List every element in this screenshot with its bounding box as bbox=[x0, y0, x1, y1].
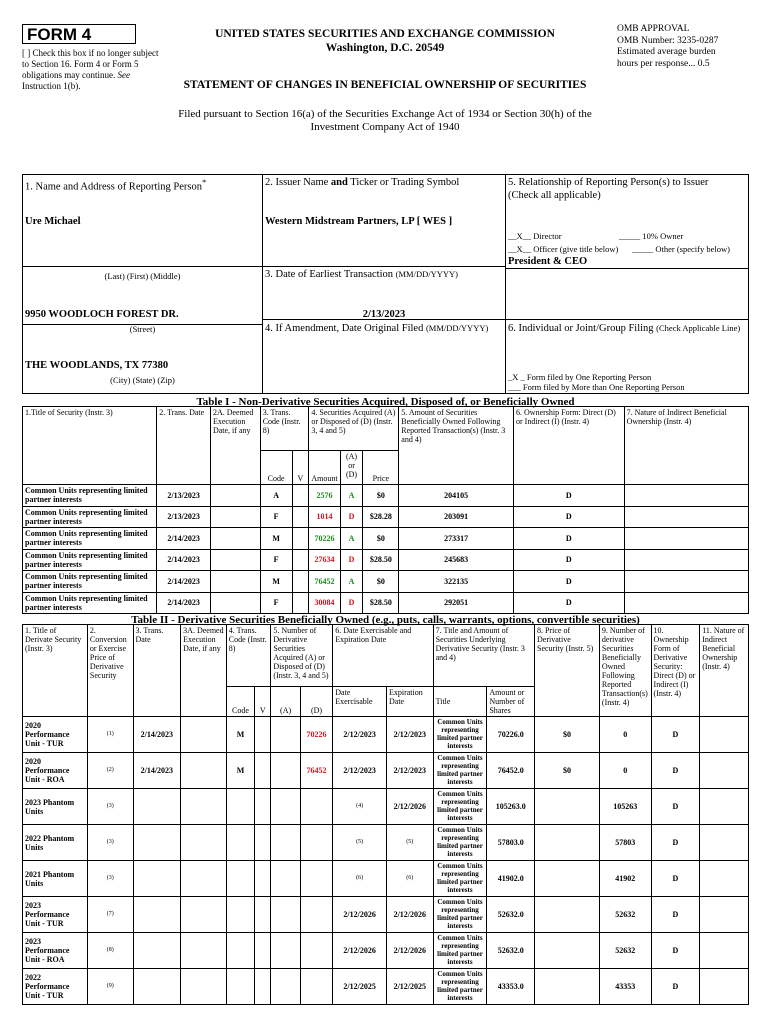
expiration-date: (5) bbox=[386, 825, 433, 861]
statement-title: STATEMENT OF CHANGES IN BENEFICIAL OWNERSHIP OF SECURITIES bbox=[183, 79, 587, 91]
date-exercisable: (6) bbox=[333, 861, 387, 897]
derivative-price: $0 bbox=[535, 717, 600, 753]
security-title: Common Units representing limited partner interests bbox=[23, 571, 157, 593]
conversion-price: (3) bbox=[87, 789, 133, 825]
acquired-disposed: A bbox=[340, 485, 363, 507]
v-flag bbox=[292, 485, 309, 507]
underlying-title: Common Units representing limited partner interests bbox=[433, 717, 487, 753]
box1-city bbox=[22, 324, 263, 394]
nature-of-ownership bbox=[700, 789, 749, 825]
box4-amendment bbox=[262, 319, 506, 394]
one-person-filing: _X _ Form filed by One Reporting Person bbox=[508, 372, 652, 382]
t2-header-conversion: 2. Conversion or Exercise Price of Derivative Security bbox=[87, 625, 133, 717]
derivative-price bbox=[535, 969, 600, 1005]
price: $28.28 bbox=[363, 506, 399, 528]
agency-location: Washington, D.C. 20549 bbox=[325, 42, 445, 54]
date-exercisable: 2/12/2023 bbox=[333, 717, 387, 753]
t2-header-number: 5. Number of Derivative Securities Acquired (A) or Disposed of (D) (Instr. 3, 4 and 5) bbox=[271, 625, 333, 687]
disposed-d bbox=[300, 861, 332, 897]
v-flag bbox=[255, 933, 271, 969]
underlying-shares: 52632.0 bbox=[487, 897, 535, 933]
ownership-form: D bbox=[514, 506, 625, 528]
table-row bbox=[23, 825, 749, 861]
transaction-code: M bbox=[226, 717, 254, 753]
transaction-code: F bbox=[260, 506, 292, 528]
street-address: 9950 WOODLOCH FOREST DR. bbox=[25, 309, 179, 320]
derivative-price bbox=[535, 933, 600, 969]
v-flag bbox=[292, 549, 309, 571]
securities-amount: 27634 bbox=[309, 549, 340, 571]
checkbox-note-instruction: Instruction 1(b). bbox=[22, 81, 81, 91]
city-label: (City) (State) (Zip) bbox=[110, 375, 175, 385]
transaction-code: A bbox=[260, 485, 292, 507]
ownership-form: D bbox=[651, 861, 700, 897]
acquired-a bbox=[271, 825, 300, 861]
transaction-code: F bbox=[260, 592, 292, 614]
agency-heading bbox=[175, 27, 595, 55]
derivative-title: 2021 Phantom Units bbox=[23, 861, 88, 897]
acquired-disposed: D bbox=[340, 549, 363, 571]
conversion-price: (9) bbox=[87, 969, 133, 1005]
transaction-code bbox=[226, 789, 254, 825]
deemed-date bbox=[210, 571, 260, 593]
underlying-title: Common Units representing limited partner interests bbox=[433, 825, 487, 861]
nature-of-ownership bbox=[700, 717, 749, 753]
deemed-date bbox=[210, 528, 260, 550]
filed-line-2: Investment Company Act of 1940 bbox=[310, 121, 460, 133]
ownership-form: D bbox=[514, 485, 625, 507]
t1-header-title: 1.Title of Security (Instr. 3) bbox=[23, 407, 157, 485]
ownership-form: D bbox=[651, 897, 700, 933]
deemed-date bbox=[210, 485, 260, 507]
filed-pursuant-text bbox=[120, 108, 650, 134]
transaction-date: 2/14/2023 bbox=[133, 753, 181, 789]
amount-owned: 245683 bbox=[399, 549, 514, 571]
expiration-date: 2/12/2026 bbox=[386, 897, 433, 933]
securities-amount: 30084 bbox=[309, 592, 340, 614]
transaction-code: M bbox=[260, 528, 292, 550]
v-flag bbox=[292, 571, 309, 593]
t2-header-owned: 9. Number of derivative Securities Beneficially Owned Following Reported Transaction(s) (Instr. 4) bbox=[599, 625, 651, 717]
omb-number: OMB Number: 3235-0287 bbox=[617, 35, 719, 46]
expiration-date: 2/12/2025 bbox=[386, 969, 433, 1005]
ownership-form: D bbox=[651, 753, 700, 789]
v-flag bbox=[255, 789, 271, 825]
t2-header-code: 4. Trans. Code (Instr. 8) bbox=[226, 625, 271, 687]
t1-header-nature: 7. Nature of Indirect Beneficial Ownership (Instr. 4) bbox=[624, 407, 748, 485]
nature-of-ownership bbox=[624, 485, 748, 507]
ownership-form: D bbox=[651, 789, 700, 825]
securities-amount: 1014 bbox=[309, 506, 340, 528]
underlying-shares: 105263.0 bbox=[487, 789, 535, 825]
table-row bbox=[23, 753, 749, 789]
ownership-form: D bbox=[651, 933, 700, 969]
conversion-price: (7) bbox=[87, 897, 133, 933]
expiration-date: 2/12/2023 bbox=[386, 753, 433, 789]
table-row bbox=[23, 528, 749, 550]
derivative-title: 2023 Performance Unit - TUR bbox=[23, 897, 88, 933]
street-label: (Street) bbox=[129, 324, 156, 334]
underlying-shares: 70226.0 bbox=[487, 717, 535, 753]
box3-earliest-transaction bbox=[262, 266, 506, 320]
transaction-code bbox=[226, 933, 254, 969]
table-row bbox=[23, 897, 749, 933]
t1-header-securities: 4. Securities Acquired (A) or Disposed of (D) (Instr. 3, 4 and 5) bbox=[309, 407, 399, 451]
v-flag bbox=[292, 528, 309, 550]
t2-header-title: 1. Title of Derivate Security (Instr. 3) bbox=[23, 625, 88, 717]
amount-owned: 204105 bbox=[399, 485, 514, 507]
t2-header-price: 8. Price of Derivative Security (Instr. 5) bbox=[535, 625, 600, 717]
box1-reporting-person bbox=[22, 174, 263, 267]
ownership-form: D bbox=[514, 528, 625, 550]
checkbox-note-text: [ ] Check this box if no longer subject to Section 16. Form 4 or Form 5 obligations may continue. bbox=[22, 48, 159, 80]
derivative-price bbox=[535, 861, 600, 897]
nature-of-ownership bbox=[624, 549, 748, 571]
ownership-form: D bbox=[651, 825, 700, 861]
derivative-owned: 52632 bbox=[599, 897, 651, 933]
t1-subheader-aord: (A) or (D) bbox=[340, 451, 363, 485]
security-title: Common Units representing limited partner interests bbox=[23, 549, 157, 571]
derivative-price: $0 bbox=[535, 753, 600, 789]
name-parts-label: (Last) (First) (Middle) bbox=[104, 271, 181, 281]
derivative-owned: 0 bbox=[599, 717, 651, 753]
t2-subheader-expiration: Expiration Date bbox=[386, 687, 433, 717]
v-flag bbox=[255, 717, 271, 753]
city-state-zip: THE WOODLANDS, TX 77380 bbox=[25, 360, 169, 371]
conversion-price: (1) bbox=[87, 717, 133, 753]
transaction-date bbox=[133, 861, 181, 897]
transaction-date: 2/14/2023 bbox=[157, 592, 211, 614]
underlying-shares: 76452.0 bbox=[487, 753, 535, 789]
t2-header-nature: 11. Nature of Indirect Beneficial Ownership (Instr. 4) bbox=[700, 625, 749, 717]
security-title: Common Units representing limited partner interests bbox=[23, 485, 157, 507]
transaction-date: 2/14/2023 bbox=[157, 528, 211, 550]
price: $28.50 bbox=[363, 549, 399, 571]
date-exercisable: 2/12/2026 bbox=[333, 933, 387, 969]
transaction-code: M bbox=[226, 753, 254, 789]
table-row bbox=[23, 571, 749, 593]
omb-burden-line2: hours per response... 0.5 bbox=[617, 58, 710, 69]
deemed-date bbox=[181, 861, 227, 897]
t1-header-code: 3. Trans. Code (Instr. 8) bbox=[260, 407, 309, 451]
price: $0 bbox=[363, 571, 399, 593]
price: $28.50 bbox=[363, 592, 399, 614]
transaction-code bbox=[226, 861, 254, 897]
t1-subheader-v: V bbox=[292, 451, 309, 485]
acquired-a bbox=[271, 969, 300, 1005]
derivative-owned: 0 bbox=[599, 753, 651, 789]
deemed-date bbox=[181, 933, 227, 969]
transaction-date: 2/13/2023 bbox=[157, 485, 211, 507]
multi-person-filing: ___ Form filed by More than One Reporting Person bbox=[508, 382, 685, 392]
transaction-date bbox=[133, 825, 181, 861]
price: $0 bbox=[363, 485, 399, 507]
acquired-a bbox=[271, 753, 300, 789]
date-exercisable: (4) bbox=[333, 789, 387, 825]
ownership-form: D bbox=[514, 571, 625, 593]
table-row bbox=[23, 506, 749, 528]
transaction-code bbox=[226, 969, 254, 1005]
underlying-title: Common Units representing limited partner interests bbox=[433, 969, 487, 1005]
nature-of-ownership bbox=[700, 825, 749, 861]
nature-of-ownership bbox=[624, 592, 748, 614]
security-title: Common Units representing limited partner interests bbox=[23, 592, 157, 614]
t2-subheader-amount-shares: Amount or Number of Shares bbox=[487, 687, 535, 717]
date-exercisable: 2/12/2025 bbox=[333, 969, 387, 1005]
box5-relationship bbox=[505, 174, 749, 269]
derivative-owned: 52632 bbox=[599, 933, 651, 969]
omb-title: OMB APPROVAL bbox=[617, 24, 690, 34]
derivative-title: 2023 Performance Unit - ROA bbox=[23, 933, 88, 969]
underlying-title: Common Units representing limited partner interests bbox=[433, 897, 487, 933]
transaction-date: 2/14/2023 bbox=[157, 571, 211, 593]
t2-subheader-v: V bbox=[255, 687, 271, 717]
underlying-title: Common Units representing limited partner interests bbox=[433, 753, 487, 789]
t2-header-date: 3. Trans. Date bbox=[133, 625, 181, 717]
underlying-title: Common Units representing limited partner interests bbox=[433, 861, 487, 897]
box6-filing bbox=[505, 319, 749, 394]
acquired-a bbox=[271, 861, 300, 897]
derivative-title: 2023 Phantom Units bbox=[23, 789, 88, 825]
acquired-a bbox=[271, 789, 300, 825]
derivative-title: 2022 Phantom Units bbox=[23, 825, 88, 861]
deemed-date bbox=[181, 789, 227, 825]
omb-burden-line1: Estimated average burden bbox=[617, 47, 716, 57]
deemed-date bbox=[210, 592, 260, 614]
t2-subheader-date-exercisable: Date Exercisable bbox=[333, 687, 387, 717]
disposed-d: 76452 bbox=[300, 753, 332, 789]
t1-subheader-code: Code bbox=[260, 451, 292, 485]
derivative-price bbox=[535, 897, 600, 933]
transaction-date bbox=[133, 969, 181, 1005]
amount-owned: 322135 bbox=[399, 571, 514, 593]
amount-owned: 203091 bbox=[399, 506, 514, 528]
director-check: __X__ Director bbox=[508, 231, 562, 241]
issuer-name: Western Midstream Partners, LP [ WES ] bbox=[265, 216, 453, 227]
ten-percent-owner-check: _____ 10% Owner bbox=[619, 231, 684, 241]
table1-non-derivative bbox=[22, 406, 749, 614]
transaction-date bbox=[133, 897, 181, 933]
transaction-date: 2/13/2023 bbox=[157, 506, 211, 528]
derivative-owned: 57803 bbox=[599, 825, 651, 861]
derivative-price bbox=[535, 825, 600, 861]
disposed-d bbox=[300, 969, 332, 1005]
t2-subheader-title: Title bbox=[433, 687, 487, 717]
security-title: Common Units representing limited partner interests bbox=[23, 506, 157, 528]
table-row bbox=[23, 592, 749, 614]
t1-subheader-price: Price bbox=[363, 451, 399, 485]
box6-label: 6. Individual or Joint/Group Filing (Check Applicable Line) bbox=[508, 323, 741, 334]
ownership-form: D bbox=[651, 969, 700, 1005]
transaction-code: M bbox=[260, 571, 292, 593]
other-check: _____ Other (specify below) bbox=[632, 244, 730, 254]
underlying-shares: 41902.0 bbox=[487, 861, 535, 897]
deemed-date bbox=[181, 753, 227, 789]
table-row bbox=[23, 717, 749, 753]
transaction-code bbox=[226, 825, 254, 861]
disposed-d bbox=[300, 933, 332, 969]
derivative-title: 2022 Performance Unit - TUR bbox=[23, 969, 88, 1005]
underlying-shares: 52632.0 bbox=[487, 933, 535, 969]
t1-header-amount-owned: 5. Amount of Securities Beneficially Owned Following Reported Transaction(s) (Instr. 3 and 4) bbox=[399, 407, 514, 485]
officer-title: President & CEO bbox=[508, 256, 588, 267]
acquired-disposed: D bbox=[340, 506, 363, 528]
disposed-d: 70226 bbox=[300, 717, 332, 753]
v-flag bbox=[292, 506, 309, 528]
securities-amount: 70226 bbox=[309, 528, 340, 550]
v-flag bbox=[255, 825, 271, 861]
omb-approval-box bbox=[617, 24, 757, 70]
derivative-owned: 41902 bbox=[599, 861, 651, 897]
deemed-date bbox=[210, 549, 260, 571]
derivative-owned: 43353 bbox=[599, 969, 651, 1005]
no-longer-subject-checkbox-note bbox=[22, 48, 162, 92]
derivative-title: 2020 Performance Unit - TUR bbox=[23, 717, 88, 753]
deemed-date bbox=[181, 717, 227, 753]
v-flag bbox=[255, 753, 271, 789]
expiration-date: (6) bbox=[386, 861, 433, 897]
table-row bbox=[23, 861, 749, 897]
table2-derivative bbox=[22, 624, 749, 1005]
conversion-price: (3) bbox=[87, 861, 133, 897]
table2-title: Table II - Derivative Securities Beneficially Owned (e.g., puts, calls, warrants, options, convertible securities) bbox=[131, 614, 640, 626]
box1-label: 1. Name and Address of Reporting Person* bbox=[25, 177, 207, 193]
derivative-price bbox=[535, 789, 600, 825]
nature-of-ownership bbox=[700, 969, 749, 1005]
form-title: FORM 4 bbox=[22, 24, 136, 44]
t2-header-exercisable: 6. Date Exercisable and Expiration Date bbox=[333, 625, 433, 687]
conversion-price: (2) bbox=[87, 753, 133, 789]
underlying-title: Common Units representing limited partner interests bbox=[433, 933, 487, 969]
t1-header-ownership-form: 6. Ownership Form: Direct (D) or Indirect (I) (Instr. 4) bbox=[514, 407, 625, 485]
derivative-title: 2020 Performance Unit - ROA bbox=[23, 753, 88, 789]
underlying-title: Common Units representing limited partner interests bbox=[433, 789, 487, 825]
nature-of-ownership bbox=[700, 861, 749, 897]
acquired-a bbox=[271, 933, 300, 969]
nature-of-ownership bbox=[700, 897, 749, 933]
box2-issuer bbox=[262, 174, 506, 267]
officer-check: __X__ Officer (give title below) bbox=[508, 244, 619, 254]
nature-of-ownership bbox=[624, 528, 748, 550]
box3-label: 3. Date of Earliest Transaction (MM/DD/YYYY) bbox=[265, 269, 458, 280]
date-exercisable: 2/12/2023 bbox=[333, 753, 387, 789]
box2-label: 2. Issuer Name and Ticker or Trading Symbol bbox=[265, 177, 460, 188]
ownership-form: D bbox=[514, 592, 625, 614]
v-flag bbox=[255, 897, 271, 933]
conversion-price: (3) bbox=[87, 825, 133, 861]
t2-header-underlying: 7. Title and Amount of Securities Underlying Derivative Security (Instr. 3 and 4) bbox=[433, 625, 534, 687]
t1-header-date: 2. Trans. Date bbox=[157, 407, 211, 485]
checkbox-note-see: See bbox=[117, 70, 130, 80]
acquired-a bbox=[271, 897, 300, 933]
securities-amount: 76452 bbox=[309, 571, 340, 593]
derivative-owned: 105263 bbox=[599, 789, 651, 825]
t1-subheader-amount: Amount bbox=[309, 451, 340, 485]
t2-subheader-d: (D) bbox=[300, 687, 332, 717]
acquired-a bbox=[271, 717, 300, 753]
conversion-price: (8) bbox=[87, 933, 133, 969]
date-exercisable: 2/12/2026 bbox=[333, 897, 387, 933]
v-flag bbox=[255, 969, 271, 1005]
nature-of-ownership bbox=[624, 571, 748, 593]
t2-header-deemed: 3A. Deemed Execution Date, if any bbox=[181, 625, 227, 717]
box4-label: 4. If Amendment, Date Original Filed (MM/DD/YYYY) bbox=[265, 323, 489, 334]
securities-amount: 2576 bbox=[309, 485, 340, 507]
transaction-date bbox=[133, 933, 181, 969]
acquired-disposed: A bbox=[340, 571, 363, 593]
security-title: Common Units representing limited partner interests bbox=[23, 528, 157, 550]
acquired-disposed: D bbox=[340, 592, 363, 614]
disposed-d bbox=[300, 897, 332, 933]
transaction-date bbox=[133, 789, 181, 825]
expiration-date: 2/12/2026 bbox=[386, 789, 433, 825]
nature-of-ownership bbox=[624, 506, 748, 528]
amount-owned: 292051 bbox=[399, 592, 514, 614]
box1-name-parts bbox=[22, 266, 263, 325]
transaction-date: 2/14/2023 bbox=[157, 549, 211, 571]
table1-title: Table I - Non-Derivative Securities Acquired, Disposed of, or Beneficially Owned bbox=[196, 396, 575, 408]
t1-header-deemed: 2A. Deemed Execution Date, if any bbox=[210, 407, 260, 485]
agency-name: UNITED STATES SECURITIES AND EXCHANGE COMMISSION bbox=[215, 28, 555, 40]
ownership-form: D bbox=[651, 717, 700, 753]
transaction-date: 2/14/2023 bbox=[133, 717, 181, 753]
ownership-form: D bbox=[514, 549, 625, 571]
transaction-code bbox=[226, 897, 254, 933]
table-row bbox=[23, 933, 749, 969]
t2-subheader-a: (A) bbox=[271, 687, 300, 717]
underlying-shares: 57803.0 bbox=[487, 825, 535, 861]
box5-label: 5. Relationship of Reporting Person(s) to Issuer (Check all applicable) bbox=[508, 177, 709, 201]
v-flag bbox=[292, 592, 309, 614]
transaction-code: F bbox=[260, 549, 292, 571]
nature-of-ownership bbox=[700, 753, 749, 789]
nature-of-ownership bbox=[700, 933, 749, 969]
earliest-transaction-date: 2/13/2023 bbox=[362, 309, 406, 320]
table-row bbox=[23, 969, 749, 1005]
deemed-date bbox=[181, 969, 227, 1005]
date-exercisable: (5) bbox=[333, 825, 387, 861]
t2-header-form: 10. Ownership Form of Derivative Security: Direct (D) or Indirect (I) (Instr. 4) bbox=[651, 625, 700, 717]
t2-subheader-code: Code bbox=[226, 687, 254, 717]
expiration-date: 2/12/2023 bbox=[386, 717, 433, 753]
deemed-date bbox=[210, 506, 260, 528]
disposed-d bbox=[300, 789, 332, 825]
acquired-disposed: A bbox=[340, 528, 363, 550]
deemed-date bbox=[181, 825, 227, 861]
reporting-person-name: Ure Michael bbox=[25, 216, 81, 227]
amount-owned: 273317 bbox=[399, 528, 514, 550]
filed-line-1: Filed pursuant to Section 16(a) of the Securities Exchange Act of 1934 or Section 30(h) of the bbox=[178, 108, 592, 120]
price: $0 bbox=[363, 528, 399, 550]
box5-spacer bbox=[505, 268, 749, 320]
v-flag bbox=[255, 861, 271, 897]
expiration-date: 2/12/2026 bbox=[386, 933, 433, 969]
table-row bbox=[23, 549, 749, 571]
deemed-date bbox=[181, 897, 227, 933]
table-row bbox=[23, 485, 749, 507]
underlying-shares: 43353.0 bbox=[487, 969, 535, 1005]
table-row bbox=[23, 789, 749, 825]
disposed-d bbox=[300, 825, 332, 861]
